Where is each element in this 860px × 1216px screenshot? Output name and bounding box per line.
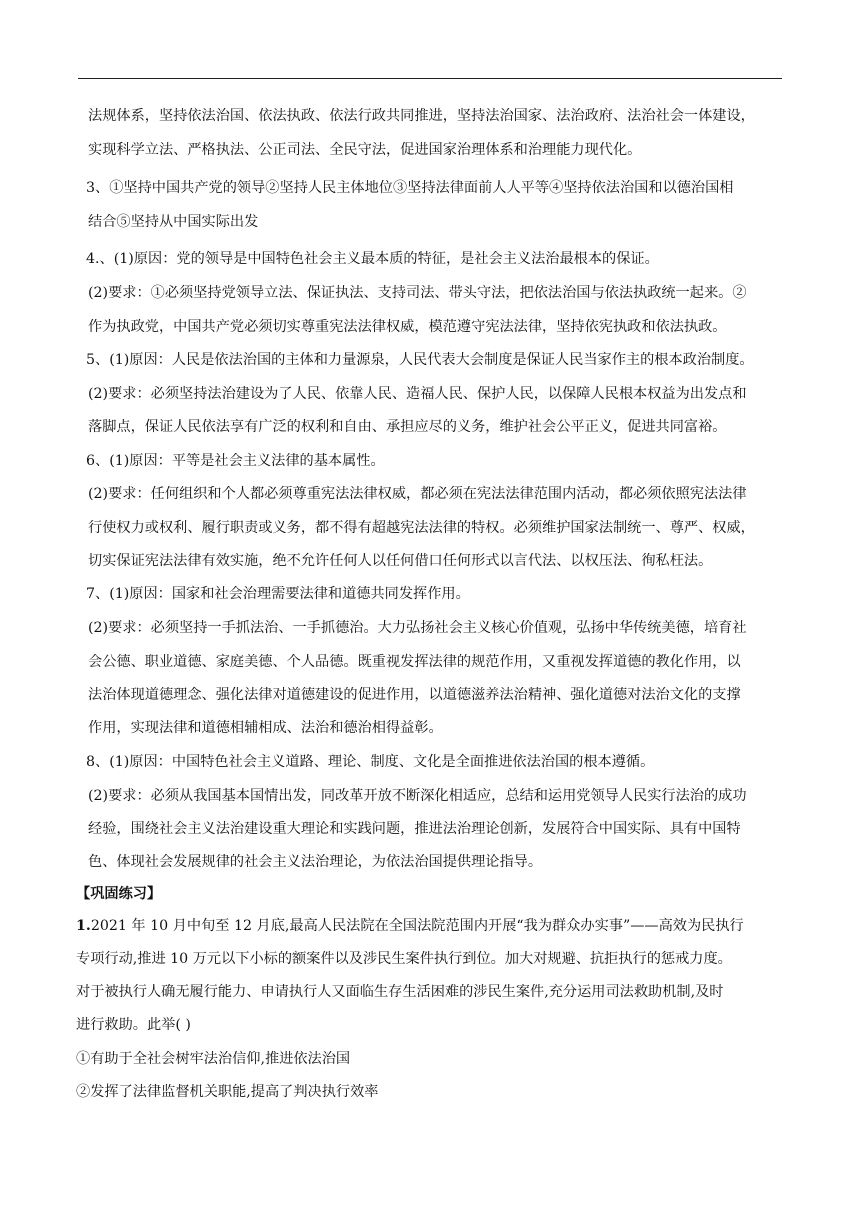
text-line: 法治体现道德理念、强化法律对道德建设的促进作用，以道德滋养法治精神、强化道德对法治文化的支撑 bbox=[88, 687, 741, 703]
answer-option: ②发挥了法律监督机关职能,提高了判决执行效率 bbox=[76, 1084, 379, 1100]
text-line: 经验，围绕社会主义法治建设重大理论和实践问题，推进法治理论创新，发展符合中国实际、具有中国特 bbox=[88, 821, 741, 837]
text-line: (2)要求：任何组织和个人都必须尊重宪法法律权威，都必须在宪法法律范围内活动，都必须依照宪法法律 bbox=[88, 486, 747, 502]
question-text: 2021 年 10 月中旬至 12 月底,最高人民法院在全国法院范围内开展“我为群众办实事”——高效为民执行 bbox=[90, 918, 744, 934]
section-title: 【巩固练习】 bbox=[76, 886, 162, 902]
text-line: 实现科学立法、严格执法、公正司法、全民守法，促进国家治理体系和治理能力现代化。 bbox=[88, 142, 642, 158]
question-line: 对于被执行人确无履行能力、申请执行人又面临生存生活困难的涉民生案件,充分运用司法救助机制,及时 bbox=[76, 984, 724, 1000]
text-line: (2)要求：必须坚持一手抓法治、一手抓德治。大力弘扬社会主义核心价值观，弘扬中华传统美德，培育社 bbox=[88, 620, 747, 636]
text-line: (2)要求：必须从我国基本国情出发，同改革开放不断深化相适应，总结和运用党领导人民实行法治的成功 bbox=[88, 788, 747, 804]
text-line: 行使权力或权利、履行职责或义务，都不得有超越宪法法律的特权。必须维护国家法制统一、尊严、权威， bbox=[88, 520, 755, 536]
text-line: 落脚点，保证人民依法享有广泛的权利和自由、承担应尽的义务，维护社会公平正义，促进共同富裕。 bbox=[88, 419, 727, 435]
text-line: 作为执政党，中国共产党必须切实尊重宪法法律权威，模范遵守宪法法律，坚持依宪执政和依法执政。 bbox=[88, 319, 727, 335]
question-line: 专项行动,推进 10 万元以下小标的额案件以及涉民生案件执行到位。加大对规避、抗拒执行的惩戒力度。 bbox=[76, 951, 732, 967]
text-line: 结合⑤坚持从中国实际出发 bbox=[88, 214, 259, 230]
question-number: 1. bbox=[76, 918, 91, 934]
text-line: 作用，实现法律和道德相辅相成、法治和德治相得益彰。 bbox=[88, 720, 443, 736]
question-line bbox=[76, 916, 744, 936]
text-line: (2)要求：①必须坚持党领导立法、保证执法、支持司法、带头守法，把依法治国与依法执政统一起来。② bbox=[88, 285, 747, 301]
text-line: 色、体现社会发展规律的社会主义法治理论，为依法治国提供理论指导。 bbox=[88, 854, 543, 870]
text-line: 切实保证宪法法律有效实施，绝不允许任何人以任何借口任何形式以言代法、以权压法、徇私枉法。 bbox=[88, 553, 713, 569]
text-line: 7、(1)原因：国家和社会治理需要法律和道德共同发挥作用。 bbox=[86, 586, 470, 602]
text-line: 3、①坚持中国共产党的领导②坚持人民主体地位③坚持法律面前人人平等④坚持依法治国和以德治国相 bbox=[86, 180, 734, 196]
text-line: 会公德、职业道德、家庭美德、个人品德。既重视发挥法律的规范作用，又重视发挥道德的教化作用，以 bbox=[88, 654, 741, 670]
text-line: 8、(1)原因：中国特色社会主义道路、理论、制度、文化是全面推进依法治国的根本遵循。 bbox=[86, 754, 655, 770]
text-line: 5、(1)原因：人民是依法治国的主体和力量源泉，人民代表大会制度是保证人民当家作主的根本政治制度。 bbox=[86, 352, 754, 368]
text-line: (2)要求：必须坚持法治建设为了人民、依靠人民、造福人民、保护人民，以保障人民根本权益为出发点和 bbox=[88, 386, 747, 402]
answer-option: ①有助于全社会树牢法治信仰,推进依法治国 bbox=[76, 1051, 351, 1067]
text-line: 4.、(1)原因：党的领导是中国特色社会主义最本质的特征，是社会主义法治最根本的保证。 bbox=[86, 251, 659, 267]
question-line: 进行救助。此举( ) bbox=[76, 1017, 191, 1033]
text-line: 法规体系，坚持依法治国、依法执政、依法行政共同推进，坚持法治国家、法治政府、法治社会一体建设， bbox=[88, 108, 755, 124]
header-rule bbox=[78, 78, 782, 79]
text-line: 6、(1)原因：平等是社会主义法律的基本属性。 bbox=[86, 453, 385, 469]
